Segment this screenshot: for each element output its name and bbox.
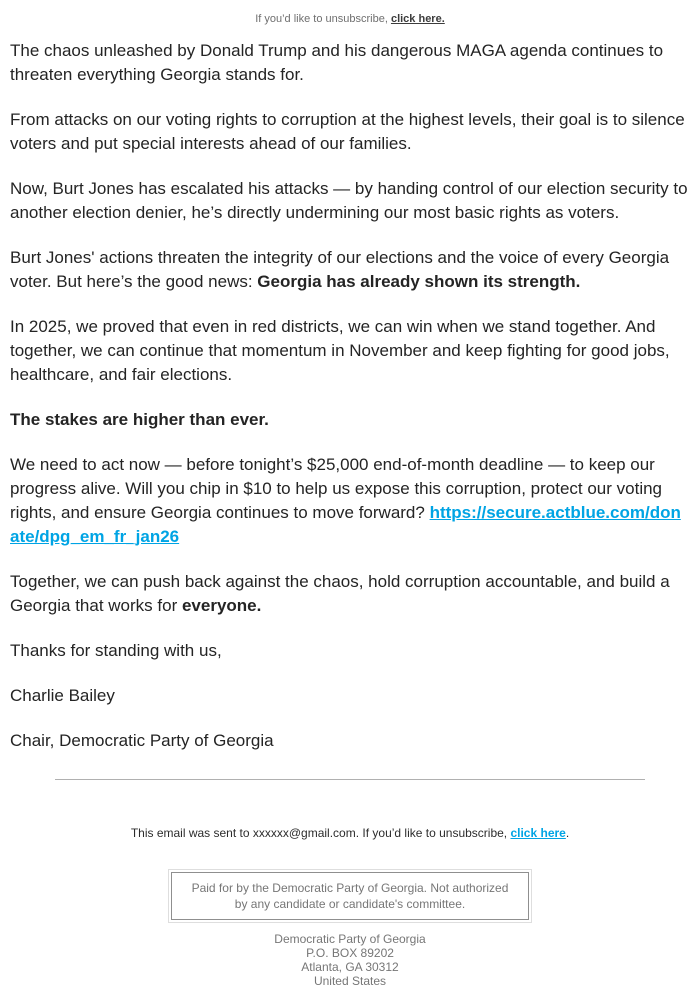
signature-title: Chair, Democratic Party of Georgia [10, 731, 274, 750]
good-news-text: Burt Jones' actions threaten the integrity of our elections and the voice of every Georgia voter. But here’s the good news: [10, 248, 670, 291]
unsubscribe-prefix-text: If you’d like to unsubscribe, [255, 13, 391, 25]
paragraph-deadline-ask [10, 453, 690, 549]
paragraph-2025-momentum: In 2025, we proved that even in red districts, we can win when we stand together. And together, we can continue that momentum in November and keep fighting for good jobs, healthcare, and fair elections. [10, 317, 670, 384]
donate-link[interactable]: https://secure.actblue.com/donate/dpg_em_fr_jan26 [10, 503, 681, 546]
sent-suffix-text: . [565, 826, 570, 840]
paragraph-push-back [10, 570, 690, 618]
paragraph-attacks: From attacks on our voting rights to corruption at the highest levels, their goal is to silence voters and put special interests ahead of our families. [10, 110, 685, 153]
everyone-bold-text: everyone. [181, 596, 262, 615]
paragraph-good-news [10, 246, 690, 294]
paragraph-thanks: Thanks for standing with us, [10, 641, 222, 660]
paragraph-chaos: The chaos unleashed by Donald Trump and his dangerous MAGA agenda continues to threaten everything Georgia stands for. [10, 41, 664, 84]
unsubscribe-link-footer[interactable]: click here [510, 826, 566, 840]
paragraph-stakes: The stakes are higher than ever. [10, 410, 269, 429]
org-address-city: Atlanta, GA 30312 [301, 960, 399, 974]
footer-sent-line [10, 826, 690, 840]
footer-divider [55, 779, 645, 780]
sent-to-text: This email was sent to xxxxxx@gmail.com. If you’d like to unsubscribe, [130, 826, 511, 840]
paid-for-disclaimer: Paid for by the Democratic Party of Georgia. Not authorized by any candidate or candidate's committee. [171, 872, 529, 920]
paragraph-burt-jones-escalated: Now, Burt Jones has escalated his attacks — by handing control of our election security to another election denier, he’s directly undermining our most basic rights as voters. [10, 179, 688, 222]
org-address-name: Democratic Party of Georgia [274, 932, 426, 946]
push-back-text: Together, we can push back against the chaos, hold corruption accountable, and build a Georgia that works for [10, 572, 670, 615]
org-address-country: United States [313, 974, 387, 988]
org-address [10, 932, 690, 988]
deadline-ask-text: We need to act now — before tonight’s $25,000 end-of-month deadline — to keep our progress alive. Will you chip in $10 to help us expose this corruption, protect our voting rights, and ensure Georgia continues to move forward? [10, 455, 663, 522]
signature-name: Charlie Bailey [10, 686, 115, 705]
unsubscribe-header [10, 10, 690, 39]
unsubscribe-link-top[interactable]: click here. [390, 13, 445, 25]
org-address-po-box: P.O. BOX 89202 [306, 946, 394, 960]
good-news-bold-text: Georgia has already shown its strength. [257, 272, 581, 291]
